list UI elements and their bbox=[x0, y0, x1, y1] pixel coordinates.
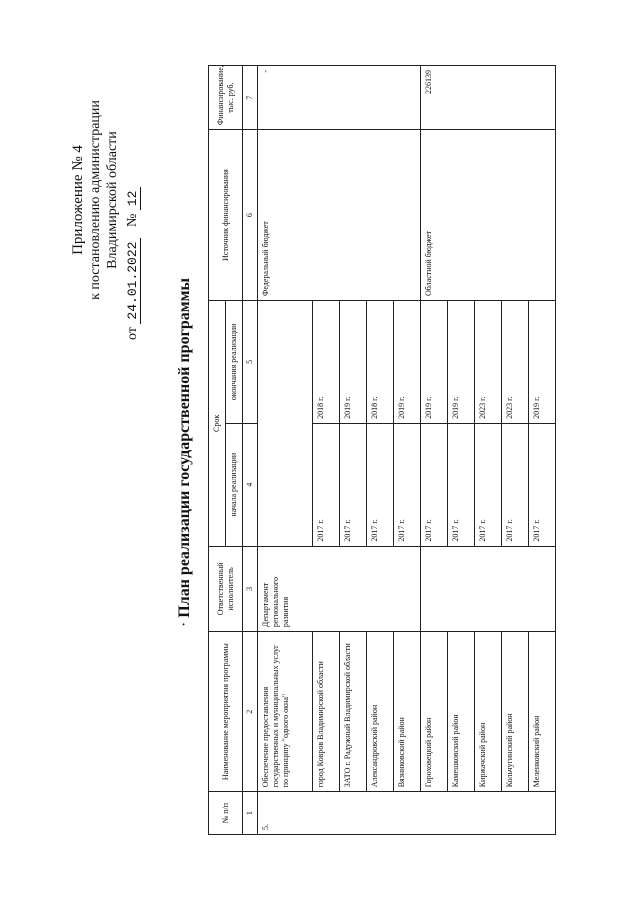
table-row bbox=[421, 66, 448, 835]
header-executor: Ответственный исполнитель bbox=[209, 546, 243, 631]
main-activity-row bbox=[258, 66, 313, 835]
header-term: Срок bbox=[209, 301, 226, 547]
appendix-subtitle: к постановлению администрации bbox=[88, 100, 103, 300]
row-start: 2017 г. bbox=[502, 423, 529, 546]
decree-date-line bbox=[124, 60, 141, 340]
row-start: 2017 г. bbox=[448, 423, 475, 546]
row-name: Камешковский район bbox=[448, 632, 475, 792]
row-start: 2017 г. bbox=[529, 423, 556, 546]
number-prefix: № bbox=[125, 213, 140, 228]
row-start: 2017 г. bbox=[313, 423, 340, 546]
column-number: 5 bbox=[243, 301, 258, 424]
header-source: Источник финансирования bbox=[209, 130, 243, 301]
activity-name: Обеспечение предоставления государственных и муниципальных услуг по принципу "одного окна" bbox=[258, 632, 313, 792]
appendix-region: Владимирской области bbox=[105, 131, 120, 269]
row-name: Вязниковский район bbox=[394, 632, 421, 792]
appendix-header bbox=[70, 60, 141, 340]
row-name: Александровский район bbox=[367, 632, 394, 792]
row-end: 2023 г. bbox=[502, 301, 529, 424]
decree-number: 12 bbox=[125, 187, 141, 211]
column-number-row bbox=[243, 66, 258, 835]
page-title-text: План реализации государственной программы bbox=[176, 277, 193, 618]
row-start: 2017 г. bbox=[340, 423, 367, 546]
funding-source-regional: Областной бюджет bbox=[421, 130, 556, 301]
page-title bbox=[176, 0, 194, 905]
row-end: 2019 г. bbox=[529, 301, 556, 424]
row-start: 2017 г. bbox=[421, 423, 448, 546]
activity-number: 5. bbox=[258, 792, 556, 835]
row-end: 2019 г. bbox=[394, 301, 421, 424]
date-prefix: от bbox=[125, 327, 140, 340]
term-empty-cell bbox=[258, 301, 313, 547]
column-number: 1 bbox=[243, 792, 258, 835]
column-number: 6 bbox=[243, 130, 258, 301]
row-end: 2019 г. bbox=[448, 301, 475, 424]
row-name: Гороховецкий район bbox=[421, 632, 448, 792]
header-num: № п/п bbox=[209, 792, 243, 835]
program-plan-table bbox=[208, 65, 556, 835]
row-end: 2019 г. bbox=[421, 301, 448, 424]
row-end: 2018 г. bbox=[313, 301, 340, 424]
appendix-title: Приложение № 4 bbox=[70, 145, 86, 255]
responsible-executor: Департамент регионального развития bbox=[258, 546, 421, 631]
executor-empty-cell bbox=[421, 546, 556, 631]
row-name: Кольчугинский район bbox=[502, 632, 529, 792]
row-name: город Ковров Владимирской области bbox=[313, 632, 340, 792]
header-amount: Финансирование, тыс. руб. bbox=[209, 66, 243, 130]
header-row-1 bbox=[209, 66, 226, 835]
row-start: 2017 г. bbox=[475, 423, 502, 546]
column-number: 4 bbox=[243, 423, 258, 546]
row-end: 2018 г. bbox=[367, 301, 394, 424]
row-start: 2017 г. bbox=[394, 423, 421, 546]
column-number: 7 bbox=[243, 66, 258, 130]
row-name: Киржачский район bbox=[475, 632, 502, 792]
header-name: Наименование мероприятия программы bbox=[209, 632, 243, 792]
decree-date: 24.01.2022 bbox=[125, 238, 141, 324]
row-name: Меленковский район bbox=[529, 632, 556, 792]
funding-amount-federal: - bbox=[258, 66, 421, 130]
header-start: начала реализации bbox=[226, 423, 243, 546]
row-end: 2023 г. bbox=[475, 301, 502, 424]
column-number: 2 bbox=[243, 632, 258, 792]
title-dot: · bbox=[176, 621, 193, 628]
header-end: окончания реализации bbox=[226, 301, 243, 424]
row-end: 2019 г. bbox=[340, 301, 367, 424]
column-number: 3 bbox=[243, 546, 258, 631]
row-start: 2017 г. bbox=[367, 423, 394, 546]
funding-amount-regional: 226139 bbox=[421, 66, 556, 130]
funding-source-federal: Федеральный бюджет bbox=[258, 130, 421, 301]
row-name: ЗАТО г. Радужный Владимирской области bbox=[340, 632, 367, 792]
